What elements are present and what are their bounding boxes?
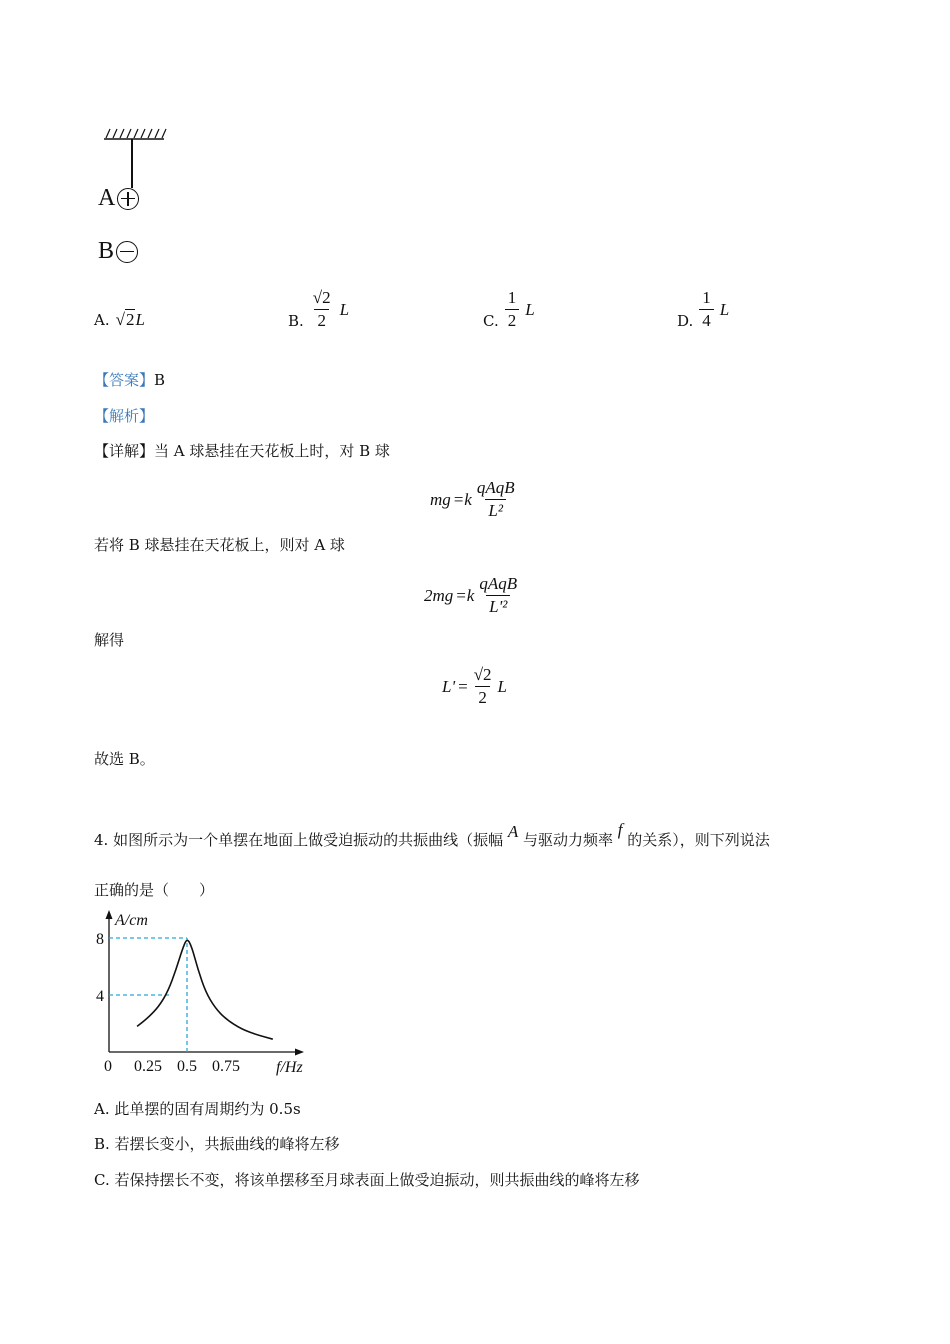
q4-stem-line-2: 正确的是（ ） [94,881,215,899]
x-tick-label: 0.75 [212,1058,240,1075]
option-c-label: C. [483,311,499,330]
q4-option-a[interactable]: A. 此单摆的固有周期约为 0.5s [94,1100,301,1118]
option-b[interactable]: B. $\frac{√2}{2}$ L [288,288,350,330]
resonance-curve [137,940,273,1039]
option-d-label: D. [677,311,694,330]
option-b-label: B. [288,311,304,330]
option-c[interactable]: C. $\frac{1}{2}$ L [483,288,535,330]
answer-tag: 【答案】 [94,371,155,389]
ball-b [98,238,138,265]
ball-a-label: A [98,185,116,211]
option-c-fraction: $\frac{1}{2}$ [505,288,520,331]
answer-value: B [154,371,166,389]
y-axis-label: A/cm [115,912,148,929]
equation-3: L' = $\frac{√2}{2}$ L [442,665,507,707]
option-a[interactable] [94,310,145,330]
x-axis-arrow [295,1049,304,1056]
ceiling-hatch [100,124,170,144]
x-tick-label: 0.5 [177,1058,197,1075]
line-2: 若将 B 球悬挂在天花板上，则对 A 球 [94,536,345,554]
detail-line: 【详解】当 A 球悬挂在天花板上时，对 B 球 [94,442,390,460]
ball-a [98,185,139,212]
minus-circle-icon [116,241,138,263]
q4-stem-line-1: 4. 如图所示为一个单摆在地面上做受迫振动的共振曲线（振幅 A 与驱动力频率 f 的关系），则下列说法 [94,820,770,849]
option-a-value: √2L [115,310,145,329]
analysis-tag: 【解析】 [94,407,155,425]
equation-2: 2mg =k $\frac{\text{qAqB}}{\text{L'²}}$ [424,574,518,616]
option-b-fraction: $\frac{√2}{2}$ [312,288,331,330]
plus-circle-icon [117,188,139,210]
y-tick-label: 4 [96,988,104,1005]
x-tick-label: 0.25 [134,1058,162,1075]
pendulum-string [131,139,133,188]
conclusion: 故选 B。 [94,750,155,768]
answer-line [94,370,165,390]
ball-b-label: B [98,238,115,264]
equation-1: mg =k $\frac{\text{qAqB}}{\text{L²}}$ [430,478,515,520]
q4-option-c[interactable]: C. 若保持摆长不变，将该单摆移至月球表面上做受迫振动，则共振曲线的峰将左移 [94,1171,640,1189]
option-a-label: A. [94,311,110,329]
q4-option-b[interactable]: B. 若摆长变小，共振曲线的峰将左移 [94,1135,340,1153]
option-d-fraction: $\frac{1}{4}$ [699,288,714,331]
option-d[interactable]: D. $\frac{1}{4}$ L [677,288,730,330]
y-axis-arrow [106,910,113,919]
line-3: 解得 [94,631,125,649]
x-tick-label: 0 [104,1058,112,1075]
y-tick-label: 8 [96,931,104,948]
x-axis-label: f/Hz [276,1059,303,1076]
resonance-curve-chart [90,906,330,1081]
